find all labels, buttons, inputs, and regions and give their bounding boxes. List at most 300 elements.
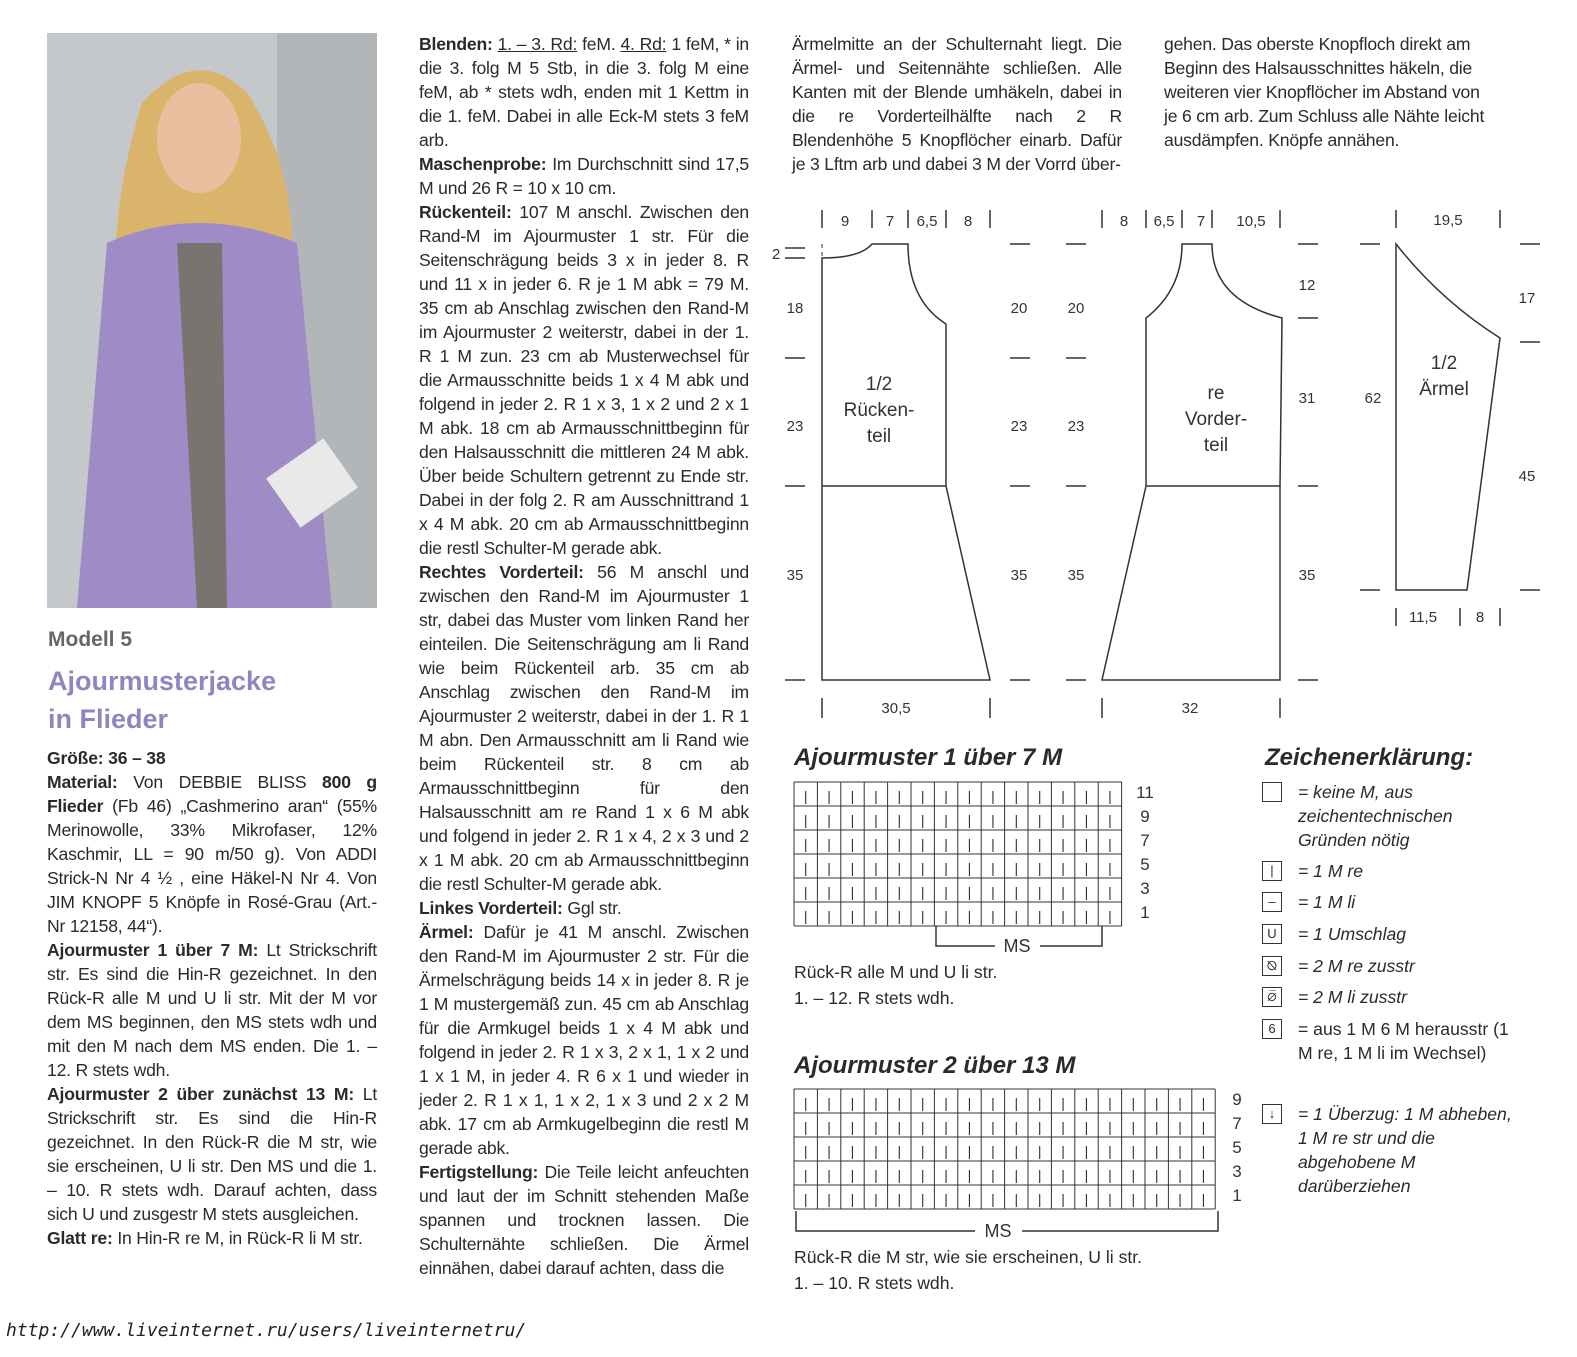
stitch-mark: | (850, 812, 855, 828)
back-left-1: 2 (771, 246, 781, 263)
ajour1-paragraph (47, 938, 377, 1082)
back-top-3: 6,5 (916, 213, 938, 230)
stitch-mark: | (803, 860, 808, 876)
chart1-notes (794, 959, 997, 1011)
stitch-mark: | (1108, 836, 1112, 852)
ruecken-label: Rückenteil: (419, 202, 512, 222)
glatt-label: Glatt re: (47, 1228, 113, 1248)
stitch-mark: | (1014, 1095, 1019, 1111)
stitch-mark: | (803, 1095, 808, 1111)
material-label: Material: (47, 772, 118, 792)
stitch-mark: | (803, 812, 808, 828)
stitch-mark: | (874, 884, 878, 900)
stitch-mark: | (1014, 884, 1019, 900)
stitch-mark: | (920, 1143, 925, 1159)
stitch-mark: | (1037, 1191, 1042, 1207)
stitch-mark: | (827, 788, 831, 804)
stitch-mark: | (1108, 788, 1112, 804)
stitch-mark: | (1084, 1095, 1089, 1111)
stitch-mark: | (1014, 860, 1019, 876)
sleeve-text: Dafür je 41 M anschl. Zwischen den Rand-M im Ajourmuster 2 str. Für die Ärmelschrägung beids 14 x in jeder 8. R je 1 M mustergemäß zun. 45 cm ab Anschlag für die Armkugel beids 1 x 4 M abk und folgend in jeder 2. R 1 x 3, 2 x 1, 1 x 2 und 1 x 1 M, in jeder 4. R 6 x 1 und wieder in jeder 2. R 1 x 1, 1 x 2, 1 x 3 und 2 x 2 M abk. 17 cm ab Armkugelbeginn die restl M gerade abk. (419, 922, 749, 1158)
stitch-mark: | (874, 860, 878, 876)
stitch-mark: | (1108, 1167, 1112, 1183)
stitch-mark: | (897, 860, 902, 876)
stitch-mark: | (897, 1119, 902, 1135)
stitch-mark: | (1037, 788, 1042, 804)
title-line-2: in Flieder (48, 704, 169, 734)
stitch-mark: | (1061, 1191, 1065, 1207)
sleeve-left: 62 (1364, 390, 1382, 407)
chart1-row-7: 7 (1140, 831, 1150, 850)
stitch-mark: | (1037, 1167, 1042, 1183)
stitch-mark: | (1131, 1167, 1136, 1183)
stitch-mark: | (1037, 836, 1042, 852)
left-front-paragraph (419, 896, 749, 920)
stitch-mark: | (920, 836, 925, 852)
legend-item-p2tog (1262, 985, 1502, 1009)
stitch-mark: | (803, 908, 808, 924)
stitch-mark: | (827, 1143, 831, 1159)
ruecken-text: 107 M anschl. Zwischen den Rand-M im Ajourmuster 1 str. Für die Seitenschrägung beids 3 x in jeder 8. R und 11 x in jeder 6. R je 1 M abk = 79 M. 35 cm ab Anschlag zwischen den Rand-M im Ajourmuster 2 weiterstr, dabei in der 1. R 1 M zun. 23 cm ab Musterwechsel für die Armausschnitte beids 1 x 4 M abk und folgend in jeder 2. R 1 x 3, 1 x 2 und 2 x 1 M abk. 18 cm ab Armausschnittbeginn für den Halsausschnitt die mittleren 24 M abk. Über beide Schultern getrennt zu Ende str. Dabei in der folg 2. R am Ausschnittrand 1 x 4 M abk. 20 cm ab Armausschnittbeginn die restl Schulter-M gerade abk. (419, 202, 749, 558)
stitch-mark: | (827, 884, 831, 900)
front-top-3: 7 (1196, 213, 1206, 230)
stitch-mark: | (1201, 1143, 1206, 1159)
front-bottom: 32 (1181, 700, 1199, 717)
legend-text: = aus 1 M 6 M herausstr (1 M re, 1 M li im Wechsel) (1298, 1019, 1509, 1063)
chart1-row-11: 11 (1136, 783, 1154, 802)
left-front-label: Linkes Vorderteil: (419, 898, 563, 918)
ajour2-text: Lt Strickschrift str. Es sind die Hin-R gezeichnet. In den Rück-R die M str, wie sie erscheinen, U li str. Den MS und die 1. – 10. R stets wdh. Darauf achten, dass sich U und zusgestr M stets ausgleichen. (47, 1084, 378, 1224)
stitch-mark: | (874, 1167, 878, 1183)
stitch-mark: | (897, 788, 902, 804)
stitch-mark: | (897, 812, 902, 828)
stitch-mark: | (967, 884, 972, 900)
blenden-label: Blenden: (419, 34, 493, 54)
stitch-mark: | (1084, 1119, 1089, 1135)
material-paragraph (47, 770, 377, 938)
blenden-text1: feM. (577, 34, 621, 54)
stitch-mark: | (1014, 1143, 1019, 1159)
stitch-mark: | (897, 1191, 902, 1207)
back-piece-outline (822, 244, 990, 680)
stitch-mark: | (920, 908, 925, 924)
stitch-mark: | (803, 1143, 808, 1159)
glatt-paragraph (47, 1226, 377, 1250)
back-left-3: 23 (786, 418, 804, 435)
stitch-mark: | (967, 836, 972, 852)
column-4-text: gehen. Das oberste Knopfloch direkt am Beginn des Halsausschnittes häkeln, die weiteren vier Knopflöcher im Abstand von je 6 cm arb. Zum Schluss alle Nähte leicht ausdämpfen. Knöpfe annähen. (1164, 34, 1485, 150)
back-left-2: 18 (786, 300, 804, 317)
stitch-mark: | (1014, 812, 1019, 828)
legend-item-k2tog (1262, 954, 1502, 978)
stitch-mark: | (1014, 908, 1019, 924)
stitch-mark: | (1061, 860, 1065, 876)
stitch-mark: | (874, 836, 878, 852)
chart1-row-5: 5 (1140, 855, 1150, 874)
stitch-mark: | (1154, 1191, 1159, 1207)
stitch-mark: | (944, 1095, 948, 1111)
legend-text: = 2 M li zusstr (1298, 987, 1408, 1007)
front-top-2: 6,5 (1153, 213, 1175, 230)
stitch-mark: | (920, 1191, 925, 1207)
stitch-mark: | (1084, 788, 1089, 804)
column-3-text: Ärmelmitte an der Schulternaht liegt. Die Ärmel- und Seitennähte schließen. Alle Kanten mit der Blende umhäkeln, dabei in die re Vorderteilhälfte nach 2 R Blendenhöhe 5 Knopflöcher einarb. Dafür je 3 Lftm arb und dabei 3 M der Vorrd über- (792, 34, 1122, 174)
sleeve-paragraph (419, 920, 749, 1160)
front-right-2: 31 (1298, 390, 1316, 407)
stitch-mark: | (944, 1191, 948, 1207)
stitch-mark: | (827, 836, 831, 852)
stitch-mark: | (803, 836, 808, 852)
stitch-mark: | (1108, 812, 1112, 828)
stitch-mark: | (944, 860, 948, 876)
ajour2-label: Ajourmuster 2 über zunächst 13 M: (47, 1084, 354, 1104)
stitch-mark: | (991, 1119, 995, 1135)
chart2-note-2: 1. – 10. R stets wdh. (794, 1273, 955, 1293)
stitch-mark: | (967, 1119, 972, 1135)
stitch-mark: | (1084, 908, 1089, 924)
back-left-4: 35 (786, 567, 804, 584)
stitch-mark: | (1131, 1143, 1136, 1159)
stitch-mark: | (1061, 836, 1065, 852)
front-right-3: 35 (1298, 567, 1316, 584)
stitch-mark: | (897, 908, 902, 924)
probe-text: Im Durchschnitt sind 17,5 M und 26 R = 10 x 10 cm. (419, 154, 749, 198)
probe-label: Maschenprobe: (419, 154, 547, 174)
material-text: Von DEBBIE BLISS (117, 772, 323, 792)
stitch-mark: | (1201, 1167, 1206, 1183)
legend-text: = 1 M li (1298, 892, 1356, 912)
k2tog-icon: ⦰ (1262, 956, 1282, 976)
chart2-title: Ajourmuster 2 über 13 M (794, 1052, 1076, 1079)
stitch-mark: | (850, 788, 855, 804)
stitch-mark: | (1131, 1095, 1136, 1111)
material-details: (Fb 46) „Cashmerino aran“ (55% Merinowolle, 33% Mikrofaser, 12% Kaschmir, LL = 90 m/50 g). Von ADDI Strick-N Nr 4 ½ , eine Häkel-N Nr 4. Von JIM KNOPF 5 Knöpfe in Rosé-Grau (Art.-Nr 12158, 44“). (47, 796, 377, 936)
sleeve-top: 19,5 (1433, 212, 1463, 229)
stitch-mark: | (920, 860, 925, 876)
stitch-mark: | (944, 812, 948, 828)
column-1 (47, 746, 377, 1250)
ajour2-paragraph (47, 1082, 377, 1226)
stitch-mark: | (967, 788, 972, 804)
glatt-text: In Hin-R re M, in Rück-R li M str. (112, 1228, 363, 1248)
stitch-mark: | (920, 884, 925, 900)
stitch-mark: | (991, 836, 995, 852)
stitch-mark: | (1178, 1119, 1182, 1135)
size-value: 36 – 38 (103, 748, 166, 768)
stitch-mark: | (1014, 1191, 1019, 1207)
chart2-row-5: 5 (1232, 1138, 1242, 1157)
stitch-mark: | (827, 1095, 831, 1111)
stitch-mark: | (1178, 1167, 1182, 1183)
stitch-mark: | (850, 860, 855, 876)
stitch-mark: | (1037, 884, 1042, 900)
stitch-mark: | (897, 1143, 902, 1159)
sleeve-label-2: Ärmel (1419, 379, 1469, 400)
stitch-mark: | (850, 908, 855, 924)
stitch-mark: | (1061, 1095, 1065, 1111)
stitch-mark: | (967, 1143, 972, 1159)
right-front-label: Rechtes Vorderteil: (419, 562, 584, 582)
stitch-mark: | (1108, 884, 1112, 900)
legend-item-yarnover (1262, 922, 1502, 946)
stitch-mark: | (827, 1167, 831, 1183)
material-amount: 800 g Flieder (47, 772, 377, 816)
back-right-2: 23 (1010, 418, 1028, 435)
chart1-ms: MS (1003, 936, 1031, 956)
stitch-mark: | (850, 1191, 855, 1207)
stitch-mark: | (850, 1095, 855, 1111)
ajour1-text: Lt Strickschrift str. Es sind die Hin-R gezeichnet. In den Rück-R alle M und U li str. Mit der M vor dem MS beginnen, den MS stets wdh und mit den M nach dem MS enden. Die 1. – 12. R stets wdh. (47, 940, 377, 1080)
chart1-note-1: Rück-R alle M und U li str. (794, 962, 998, 982)
back-right-3: 35 (1010, 567, 1028, 584)
legend-text: = 1 M re (1298, 861, 1364, 881)
stitch-mark: | (1201, 1119, 1206, 1135)
chart2-note-1: Rück-R die M str, wie sie erscheinen, U li str. (794, 1247, 1143, 1267)
blenden-round1: 1. – 3. Rd: (497, 34, 578, 54)
p2tog-icon: ⦱ (1262, 987, 1282, 1007)
stitch-mark: | (827, 908, 831, 924)
stitch-mark: | (1061, 1167, 1065, 1183)
stitch-mark: | (874, 908, 878, 924)
stitch-mark: | (1108, 1191, 1112, 1207)
sleeve-bottom-1: 11,5 (1408, 609, 1438, 626)
back-top-2: 7 (885, 213, 895, 230)
stitch-mark: | (1037, 1095, 1042, 1111)
stitch-mark: | (1037, 1143, 1042, 1159)
stitch-mark: | (1154, 1095, 1159, 1111)
sleeve-right-2: 45 (1518, 468, 1536, 485)
stitch-mark: | (874, 1191, 878, 1207)
stitch-mark: | (897, 884, 902, 900)
back-label-2: Rücken- (843, 400, 915, 421)
stitch-mark: | (1108, 1143, 1112, 1159)
sleeve-label: Ärmel: (419, 922, 474, 942)
back-label-3: teil (866, 426, 892, 447)
stitch-mark: | (1014, 1119, 1019, 1135)
model-number: Modell 5 (48, 628, 133, 651)
stitch-mark: | (920, 788, 925, 804)
ajour1-label: Ajourmuster 1 über 7 M: (47, 940, 259, 960)
stitch-mark: | (967, 1095, 972, 1111)
stitch-mark: | (1154, 1143, 1159, 1159)
stitch-mark: | (1014, 1167, 1019, 1183)
stitch-mark: | (1131, 1119, 1136, 1135)
legend-item-skp (1262, 1102, 1512, 1198)
chart1-grid (790, 778, 1170, 958)
stitch-mark: | (1061, 884, 1065, 900)
stitch-mark: | (850, 1119, 855, 1135)
stitch-mark: | (827, 1119, 831, 1135)
stitch-mark: | (991, 884, 995, 900)
stitch-mark: | (1178, 1143, 1182, 1159)
stitch-mark: | (920, 1095, 925, 1111)
stitch-mark: | (1037, 812, 1042, 828)
stitch-mark: | (827, 1191, 831, 1207)
front-top-1: 8 (1119, 213, 1129, 230)
chart2-row-7: 7 (1232, 1114, 1242, 1133)
stitch-mark: | (944, 788, 948, 804)
back-label-1: 1/2 (865, 374, 893, 395)
front-left-1: 20 (1067, 300, 1085, 317)
stitch-mark: | (850, 1167, 855, 1183)
stitch-mark: | (1084, 1143, 1089, 1159)
sleeve-label-1: 1/2 (1430, 353, 1458, 374)
front-piece-outline (1102, 244, 1282, 680)
title-line-1: Ajourmusterjacke (48, 666, 277, 696)
stitch-mark: | (850, 836, 855, 852)
stitch-mark: | (1084, 884, 1089, 900)
stitch-mark: | (897, 1095, 902, 1111)
stitch-mark: | (991, 1191, 995, 1207)
stitch-mark: | (803, 884, 808, 900)
back-right-1: 20 (1010, 300, 1028, 317)
knit-stitch-icon: | (1262, 861, 1282, 881)
sleeve-piece-outline (1396, 244, 1500, 590)
chart2-row-9: 9 (1232, 1090, 1242, 1109)
increase-six-icon: 6 (1262, 1019, 1282, 1039)
stitch-mark: | (967, 812, 972, 828)
chart2-notes (794, 1244, 1142, 1296)
stitch-mark: | (1037, 1119, 1042, 1135)
blenden-text2: 1 feM, * in die 3. folg M 5 Stb, in die 3. folg M eine feM, ab * stets wdh, enden mit 1 Kettm in die 1. feM. Dabei in alle Eck-M stets 3 feM arb. (419, 34, 749, 150)
finishing-label: Fertigstellung: (419, 1162, 539, 1182)
stitch-mark: | (874, 1119, 878, 1135)
stitch-mark: | (991, 1095, 995, 1111)
sleeve-bottom-2: 8 (1475, 609, 1485, 626)
empty-box-icon (1262, 782, 1282, 802)
legend-text: = 1 Umschlag (1298, 924, 1407, 944)
stitch-mark: | (1061, 1119, 1065, 1135)
stitch-mark: | (1201, 1095, 1206, 1111)
stitch-mark: | (944, 836, 948, 852)
stitch-mark: | (920, 1119, 925, 1135)
stitch-mark: | (874, 1095, 878, 1111)
stitch-mark: | (991, 812, 995, 828)
stitch-mark: | (1108, 908, 1112, 924)
stitch-mark: | (1084, 1191, 1089, 1207)
stitch-mark: | (991, 860, 995, 876)
stitch-mark: | (1061, 788, 1065, 804)
stitch-mark: | (850, 884, 855, 900)
stitch-mark: | (803, 1119, 808, 1135)
front-right-1: 12 (1298, 277, 1316, 294)
legend-text: = 1 Überzug: 1 M abheben, 1 M re str und die abgehobene M darüberziehen (1298, 1104, 1512, 1196)
stitch-mark: | (874, 1143, 878, 1159)
stitch-mark: | (827, 812, 831, 828)
stitch-mark: | (1154, 1119, 1159, 1135)
stitch-mark: | (991, 1167, 995, 1183)
stitch-mark: | (1014, 788, 1019, 804)
stitch-mark: | (1178, 1191, 1182, 1207)
stitch-mark: | (1178, 1095, 1182, 1111)
right-front-text: 56 M anschl und zwischen den Rand-M im Ajourmuster 1 str, dabei das Muster vom linken Rand her einteilen. Die Seitenschrägung am li Rand wie beim Rückenteil arb. 35 cm ab Anschlag zwischen den Rand-M im Ajourmuster 2 weiterstr, dabei in der 1. R 1 M abn. Den Armausschnitt am li Rand wie beim Rückenteil str. 8 cm ab Armausschnittbeginn für den Halsausschnitt am re Rand 1 x 6 M abk und folgend in jeder 2. R 1 x 4, 2 x 3 und 2 x 1 M abk. 20 cm ab Armausschnittbeginn die restl Schulter-M gerade abk. (419, 562, 750, 894)
stitch-mark: | (803, 788, 808, 804)
stitch-mark: | (1037, 908, 1042, 924)
stitch-mark: | (944, 1143, 948, 1159)
stitch-mark: | (944, 1167, 948, 1183)
stitch-mark: | (1154, 1167, 1159, 1183)
stitch-mark: | (1131, 1191, 1136, 1207)
finishing-text: Die Teile leicht anfeuchten und laut der im Schnitt stehenden Maße spannen und trocknen lassen. Die Schulternähte schließen. Die Ärmel einnähen, dabei darauf achten, dass die (419, 1162, 749, 1278)
stitch-mark: | (827, 860, 831, 876)
front-label-1: re (1207, 383, 1225, 404)
stitch-mark: | (850, 1143, 855, 1159)
stitch-mark: | (1061, 812, 1065, 828)
stitch-mark: | (1108, 1095, 1112, 1111)
chart2-grid (790, 1085, 1250, 1245)
back-bottom: 30,5 (881, 700, 911, 717)
front-label-2: Vorder- (1184, 409, 1248, 430)
left-front-text: Ggl str. (562, 898, 622, 918)
stitch-mark: | (897, 836, 902, 852)
stitch-mark: | (967, 860, 972, 876)
front-label-3: teil (1203, 435, 1229, 456)
size-paragraph (47, 746, 377, 770)
slip-knit-pass-icon: ↓ (1262, 1104, 1282, 1124)
stitch-mark: | (874, 788, 878, 804)
stitch-mark: | (1084, 812, 1089, 828)
blenden-round4: 4. Rd: (620, 34, 667, 54)
chart1-title: Ajourmuster 1 über 7 M (794, 744, 1063, 771)
legend-item-increase6 (1262, 1017, 1512, 1065)
finishing-paragraph (419, 1160, 749, 1280)
stitch-mark: | (991, 788, 995, 804)
stitch-mark: | (874, 812, 878, 828)
yarn-over-icon: U (1262, 924, 1282, 944)
purl-stitch-icon: – (1262, 892, 1282, 912)
chart1-row-9: 9 (1140, 807, 1150, 826)
source-url: http://www.liveinternet.ru/users/liveinternetru/ (6, 1320, 527, 1341)
sleeve-right-1: 17 (1518, 290, 1536, 307)
size-label: Größe: (47, 748, 104, 768)
legend-item-empty (1262, 780, 1502, 852)
stitch-mark: | (991, 908, 995, 924)
stitch-mark: | (1014, 836, 1019, 852)
back-top-4: 8 (963, 213, 973, 230)
stitch-mark: | (920, 1167, 925, 1183)
legend-text: = 2 M re zusstr (1298, 956, 1415, 976)
legend-title: Zeichenerklärung: (1265, 744, 1474, 771)
front-left-2: 23 (1067, 418, 1085, 435)
chart1-note-2: 1. – 12. R stets wdh. (794, 988, 955, 1008)
stitch-mark: | (1108, 1119, 1112, 1135)
stitch-mark: | (803, 1167, 808, 1183)
front-left-3: 35 (1067, 567, 1085, 584)
legend-item-knit (1262, 859, 1502, 883)
stitch-mark: | (920, 812, 925, 828)
stitch-mark: | (1084, 836, 1089, 852)
stitch-mark: | (1084, 1167, 1089, 1183)
chart1-row-1: 1 (1140, 903, 1150, 922)
chart2-ms: MS (984, 1221, 1012, 1241)
stitch-mark: | (967, 908, 972, 924)
stitch-mark: | (991, 1143, 995, 1159)
stitch-mark: | (944, 908, 948, 924)
chart2-row-1: 1 (1232, 1186, 1242, 1205)
stitch-mark: | (897, 1167, 902, 1183)
chart2-row-3: 3 (1232, 1162, 1242, 1181)
stitch-mark: | (1084, 860, 1089, 876)
stitch-mark: | (944, 1119, 948, 1135)
stitch-mark: | (1061, 908, 1065, 924)
stitch-mark: | (803, 1191, 808, 1207)
stitch-mark: | (967, 1191, 972, 1207)
back-top-1: 9 (840, 213, 850, 230)
stitch-mark: | (1061, 1143, 1065, 1159)
stitch-mark: | (1037, 860, 1042, 876)
front-top-4: 10,5 (1236, 213, 1266, 230)
stitch-mark: | (1201, 1191, 1206, 1207)
